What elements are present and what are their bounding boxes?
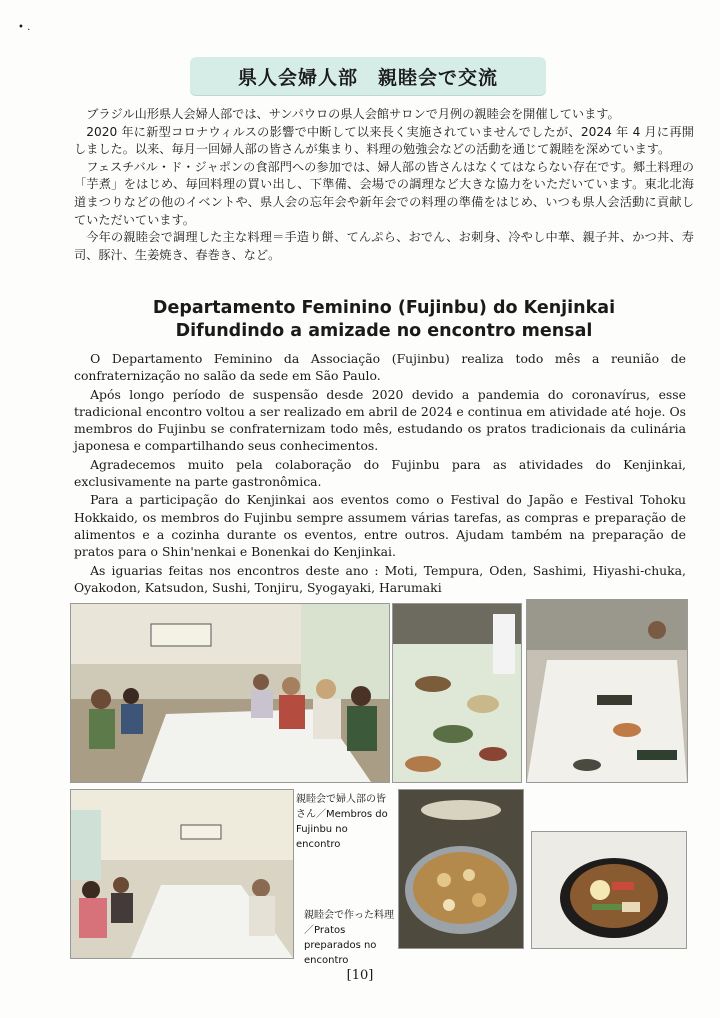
pt-paragraph: Para a participação do Kenjinkai aos eventos como o Festival do Japão e Festival Tohoku Hokkaido, os membros do Fujinbu sempre assumem várias tarefas, as compras e preparação de alimentos e a cozinha durante os eventos, entre outros. Ajudam também na preparação de pratos para o Shin'nenkai e Bonenkai do Kenjinkai. [74,492,686,560]
photo-noodle-bowl [531,831,687,949]
japanese-article [74,106,694,264]
portuguese-article [74,350,686,597]
photo-noodle-bowl-image [532,832,686,948]
pt-paragraph: O Departamento Feminino da Associação (Fujinbu) realiza todo mês a reunião de confraternização no salão da sede em São Paulo. [74,351,686,384]
portuguese-heading-line2: Difundindo a amizade no encontro mensal [175,321,593,341]
pt-paragraph: Agradecemos muito pela colaboração do Fujinbu para as atividades do Kenjinkai, exclusivamente na parte gastronômica. [74,456,686,490]
photo-dishes-table-1-image [393,604,521,782]
caption-members: 親睦会で婦人部の皆さん／Membros do Fujinbu no encontro [296,794,388,850]
photo-members-room [70,789,294,959]
photo-members-room-image [71,790,293,958]
photo-oden-pot-image [399,790,523,948]
photo-dishes-table-2-image [527,600,687,782]
jp-paragraph: ブラジル山形県人会婦人部では、サンパウロの県人会館サロンで月例の親睦会を開催しています。 [86,107,620,121]
pt-paragraph: Após longo período de suspensão desde 2020 devido a pandemia do coronavírus, esse tradicional encontro voltou a ser realizado em abril de 2024 e continua em atividade até hoje. Os membros do Fujinbu se confraternizam todo mês, estudando os pratos tradicionais da culinária japonesa e compartilhando seus conhecimentos. [74,386,686,454]
portuguese-heading-line1: Departamento Feminino (Fujinbu) do Kenjinkai [152,298,616,318]
photo-members-table-image [71,604,389,782]
pt-paragraph: As iguarias feitas nos encontros deste ano : Moti, Tempura, Oden, Sashimi, Hiyashi-chuka, Oyakodon, Katsudon, Sushi, Tonjiru, Syogayaki, Harumaki [74,562,686,595]
photo-dishes-table-1 [392,603,522,783]
portuguese-heading [74,297,694,343]
corner-marks: • . [18,22,31,33]
page-number: [10] [346,968,374,983]
photo-oden-pot [398,789,524,949]
page-title: 県人会婦人部 親睦会で交流 [190,57,546,95]
caption-dishes: 親睦会で作った料理／Pratos preparados no encontro [304,910,394,966]
photo-dishes-table-2 [526,599,688,783]
jp-paragraph: 今年の親睦会で調理した主な料理＝手造り餅、てんぷら、おでん、お刺身、冷やし中華、親子丼、かつ丼、寿司、豚汁、生姜焼き、春巻き、など。 [74,230,694,262]
photo-members-table [70,603,390,783]
jp-paragraph: フェスチバル・ド・ジャポンの食部門への参加では、婦人部の皆さんはなくてはならない存在です。郷土料理の「芋煮」をはじめ、毎回料理の買い出し、下準備、会場での調理など大きな協力をいただいています。東北北海道まつりなどの他のイベントや、県人会の忘年会や新年会での料理の準備をはじめ、いつも県人会活動に貢献していただいています。 [74,159,694,227]
jp-paragraph: 2020 年に新型コロナウィルスの影響で中断して以来長く実施されていませんでしたが、2024 年 4 月に再開しました。以来、毎月一回婦人部の皆さんが集まり、料理の勉強会などの活動を通じて親睦を深めています。 [74,124,694,157]
